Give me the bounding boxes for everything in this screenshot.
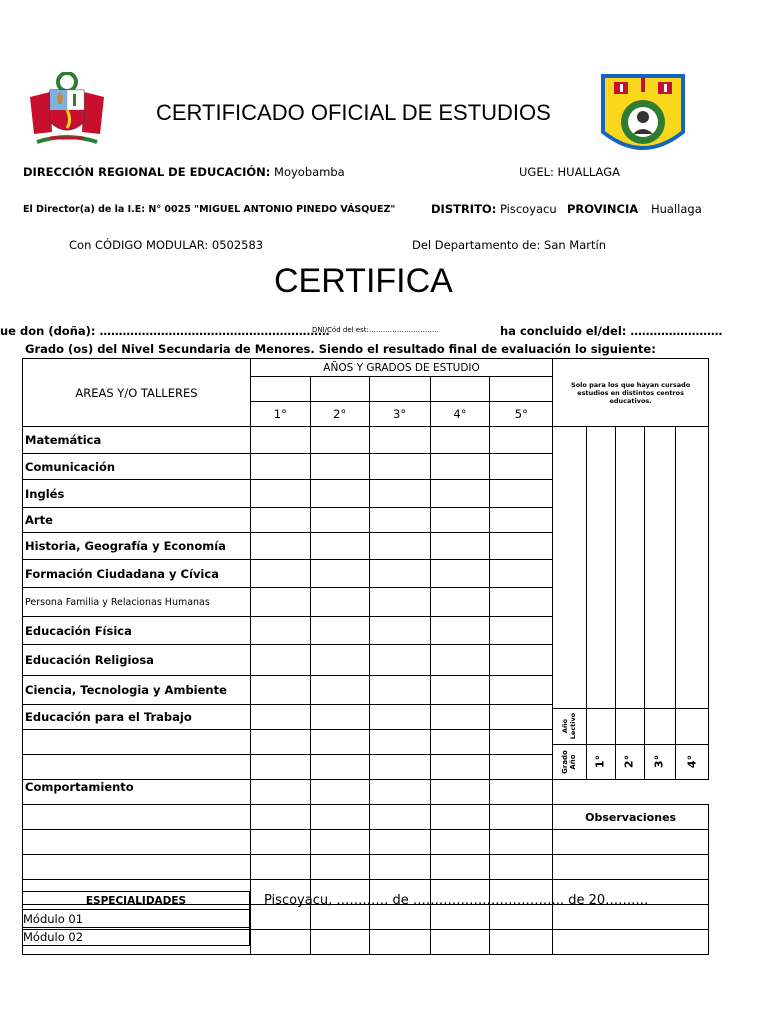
footer-date-line: Piscoyacu, ………… de …………………………….. de 20………. xyxy=(264,893,649,908)
grade-cell[interactable] xyxy=(310,508,369,533)
grade-cell[interactable] xyxy=(250,533,310,560)
grade-cell[interactable] xyxy=(430,705,490,730)
observaciones-cell[interactable] xyxy=(553,830,709,855)
grade-cell[interactable] xyxy=(369,676,430,705)
grade-cell[interactable] xyxy=(490,930,553,955)
grade-cell[interactable] xyxy=(490,855,553,880)
grade-cell[interactable] xyxy=(310,676,369,705)
blank-area-cell xyxy=(23,855,251,880)
grade-cell[interactable] xyxy=(430,855,490,880)
grade-cell[interactable] xyxy=(490,676,553,705)
grade-cell[interactable] xyxy=(250,508,310,533)
area-name: Ciencia, Tecnologia y Ambiente xyxy=(23,676,251,705)
grade-header-3: 3° xyxy=(369,402,430,427)
side-divider xyxy=(586,427,587,780)
observaciones-cell[interactable] xyxy=(553,930,709,955)
grade-blank-cell[interactable] xyxy=(310,377,369,402)
grade-cell[interactable] xyxy=(369,855,430,880)
grade-cell[interactable] xyxy=(250,755,310,780)
grade-cell[interactable] xyxy=(430,930,490,955)
grade-cell[interactable] xyxy=(369,533,430,560)
grade-cell[interactable] xyxy=(430,508,490,533)
grade-cell[interactable] xyxy=(310,730,369,755)
grado-ano-label: Grado Año xyxy=(560,749,577,774)
grade-cell[interactable] xyxy=(369,730,430,755)
grade-cell[interactable] xyxy=(369,588,430,617)
grade-cell[interactable] xyxy=(430,617,490,645)
area-name: Educación para el Trabajo xyxy=(23,705,251,730)
grade-cell[interactable] xyxy=(369,480,430,508)
distrito-field: DISTRITO: Piscoyacu xyxy=(431,202,557,216)
grade-cell[interactable] xyxy=(490,905,553,930)
grade-cell[interactable] xyxy=(369,780,430,805)
side-divider xyxy=(615,427,616,780)
grade-cell[interactable] xyxy=(310,533,369,560)
area-name: Persona Familia y Relacionas Humanas xyxy=(23,588,251,617)
grade-cell[interactable] xyxy=(310,830,369,855)
grade-cell[interactable] xyxy=(490,588,553,617)
grade-cell[interactable] xyxy=(250,676,310,705)
grade-cell[interactable] xyxy=(369,755,430,780)
grade-cell[interactable] xyxy=(490,755,553,780)
grade-cell[interactable] xyxy=(490,508,553,533)
grade-cell[interactable] xyxy=(250,805,310,830)
grade-cell[interactable] xyxy=(310,645,369,676)
direccion-regional: DIRECCIÓN REGIONAL DE EDUCACIÓN: Moyobamba xyxy=(23,165,345,179)
dni-line: DNI/Cód del est:………………………… xyxy=(312,326,439,334)
grade-header-5: 5° xyxy=(490,402,553,427)
grade-cell[interactable] xyxy=(490,560,553,588)
grade-cell[interactable] xyxy=(490,454,553,480)
grade-cell[interactable] xyxy=(310,805,369,830)
peru-coat-of-arms-icon xyxy=(22,72,112,158)
grade-cell[interactable] xyxy=(430,905,490,930)
grade-cell[interactable] xyxy=(490,780,553,805)
grade-header-4: 4° xyxy=(430,402,490,427)
side-grade-4: 4° xyxy=(685,754,699,768)
area-name: Educación Religiosa xyxy=(23,645,251,676)
grade-cell[interactable] xyxy=(310,755,369,780)
grade-cell[interactable] xyxy=(250,645,310,676)
table-row xyxy=(23,830,709,855)
grade-header-1: 1° xyxy=(250,402,310,427)
grade-cell[interactable] xyxy=(490,533,553,560)
grade-cell[interactable] xyxy=(369,508,430,533)
grade-cell[interactable] xyxy=(430,560,490,588)
area-name: Educación Física xyxy=(23,617,251,645)
comportamiento-label: Comportamiento xyxy=(23,780,251,805)
grade-cell[interactable] xyxy=(369,805,430,830)
grade-cell[interactable] xyxy=(250,730,310,755)
grade-cell[interactable] xyxy=(310,855,369,880)
observaciones-cell[interactable] xyxy=(553,905,709,930)
codigo-modular: Con CÓDIGO MODULAR: 0502583 xyxy=(69,238,264,252)
grade-cell[interactable] xyxy=(430,645,490,676)
grade-cell[interactable] xyxy=(369,705,430,730)
ugel-label: UGEL: HUALLAGA xyxy=(519,165,620,179)
certifica-heading: CERTIFICA xyxy=(274,262,453,300)
grade-cell[interactable] xyxy=(250,705,310,730)
grade-cell[interactable] xyxy=(250,930,310,955)
grade-cell[interactable] xyxy=(369,645,430,676)
side-divider xyxy=(644,427,645,780)
grade-cell[interactable] xyxy=(310,427,369,454)
grade-cell[interactable] xyxy=(490,730,553,755)
grade-cell[interactable] xyxy=(310,705,369,730)
blank-area-cell xyxy=(23,755,251,780)
area-name: Historia, Geografía y Economía xyxy=(23,533,251,560)
grade-cell[interactable] xyxy=(430,588,490,617)
grade-cell[interactable] xyxy=(490,830,553,855)
area-name: Formación Ciudadana y Cívica xyxy=(23,560,251,588)
school-badge-icon xyxy=(600,72,686,162)
grade-cell[interactable] xyxy=(369,905,430,930)
grade-cell[interactable] xyxy=(250,855,310,880)
grade-cell[interactable] xyxy=(430,780,490,805)
grade-cell[interactable] xyxy=(250,905,310,930)
area-name: Inglés xyxy=(23,480,251,508)
grade-cell[interactable] xyxy=(490,805,553,830)
grade-blank-cell[interactable] xyxy=(369,377,430,402)
modulo-02: Módulo 02 xyxy=(23,928,250,946)
grade-cell[interactable] xyxy=(310,905,369,930)
grade-cell[interactable] xyxy=(490,427,553,454)
area-name: Matemática xyxy=(23,427,251,454)
grade-cell[interactable] xyxy=(430,805,490,830)
side-grade-1: 1° xyxy=(593,754,607,768)
grade-cell[interactable] xyxy=(369,560,430,588)
side-divider xyxy=(675,427,676,780)
grade-cell[interactable] xyxy=(250,454,310,480)
side-history-panel xyxy=(553,427,709,780)
grade-cell[interactable] xyxy=(430,730,490,755)
grade-cell[interactable] xyxy=(369,454,430,480)
grade-cell[interactable] xyxy=(310,780,369,805)
table-row xyxy=(23,805,709,830)
director-text: El Director(a) de la I.E: N° 0025 "MIGUEL ANTONIO PINEDO VÁSQUEZ" xyxy=(23,204,396,215)
grado-line: Grado (os) del Nivel Secundaria de Menores. Siendo el resultado final de evaluación lo siguiente: xyxy=(25,342,656,356)
side-note: Solo para los que hayan cursado estudios en distintos centros educativos. xyxy=(553,359,709,427)
areas-header: AREAS Y/O TALLERES xyxy=(23,359,251,427)
grade-cell[interactable] xyxy=(250,588,310,617)
grade-cell[interactable] xyxy=(310,588,369,617)
grade-cell[interactable] xyxy=(250,480,310,508)
blank-area-cell xyxy=(23,805,251,830)
years-header: AÑOS Y GRADOS DE ESTUDIO xyxy=(250,359,552,377)
grade-cell[interactable] xyxy=(250,427,310,454)
area-name: Comunicación xyxy=(23,454,251,480)
grade-cell[interactable] xyxy=(310,454,369,480)
grade-cell[interactable] xyxy=(250,780,310,805)
especialidades-header: ESPECIALIDADES xyxy=(23,892,250,910)
grade-cell[interactable] xyxy=(310,560,369,588)
area-name: Arte xyxy=(23,508,251,533)
side-grade-2: 2° xyxy=(622,754,636,768)
grade-cell[interactable] xyxy=(430,427,490,454)
blank-area-cell xyxy=(23,730,251,755)
departamento: Del Departamento de: San Martín xyxy=(412,238,606,252)
provincia-value: Huallaga xyxy=(651,202,702,216)
grade-cell[interactable] xyxy=(310,930,369,955)
grade-blank-cell[interactable] xyxy=(490,377,553,402)
grade-cell[interactable] xyxy=(490,705,553,730)
grade-cell[interactable] xyxy=(310,617,369,645)
observaciones-cell[interactable] xyxy=(553,855,709,880)
grade-header-2: 2° xyxy=(310,402,369,427)
ano-lectivo-label: Año Lectivo xyxy=(560,712,577,739)
grade-cell[interactable] xyxy=(430,755,490,780)
page-title: CERTIFICADO OFICIAL DE ESTUDIOS xyxy=(156,100,551,125)
grade-cell[interactable] xyxy=(310,480,369,508)
observaciones-label: Observaciones xyxy=(553,805,709,830)
grade-cell[interactable] xyxy=(369,617,430,645)
table-row xyxy=(23,780,709,805)
grade-cell[interactable] xyxy=(490,645,553,676)
grade-cell[interactable] xyxy=(430,480,490,508)
modulo-01: Módulo 01 xyxy=(23,910,250,928)
grade-cell[interactable] xyxy=(430,830,490,855)
grade-cell[interactable] xyxy=(369,930,430,955)
concluido-line: ha concluido el/del: …………………… xyxy=(500,324,723,338)
student-name-line: ue don (doña): …………………………………………………… xyxy=(0,324,330,338)
provincia-label: PROVINCIA xyxy=(567,202,639,216)
grade-cell[interactable] xyxy=(369,830,430,855)
grade-cell[interactable] xyxy=(430,533,490,560)
grade-cell[interactable] xyxy=(490,480,553,508)
grade-cell[interactable] xyxy=(430,454,490,480)
grade-cell[interactable] xyxy=(250,560,310,588)
grade-cell[interactable] xyxy=(490,617,553,645)
side-grade-3: 3° xyxy=(652,754,666,768)
especialidades-table xyxy=(22,891,250,946)
grade-cell[interactable] xyxy=(250,617,310,645)
grade-cell[interactable] xyxy=(369,427,430,454)
blank-area-cell xyxy=(23,830,251,855)
grade-cell[interactable] xyxy=(430,676,490,705)
grade-blank-cell[interactable] xyxy=(250,377,310,402)
grade-blank-cell[interactable] xyxy=(430,377,490,402)
table-row xyxy=(23,855,709,880)
grade-cell[interactable] xyxy=(250,830,310,855)
